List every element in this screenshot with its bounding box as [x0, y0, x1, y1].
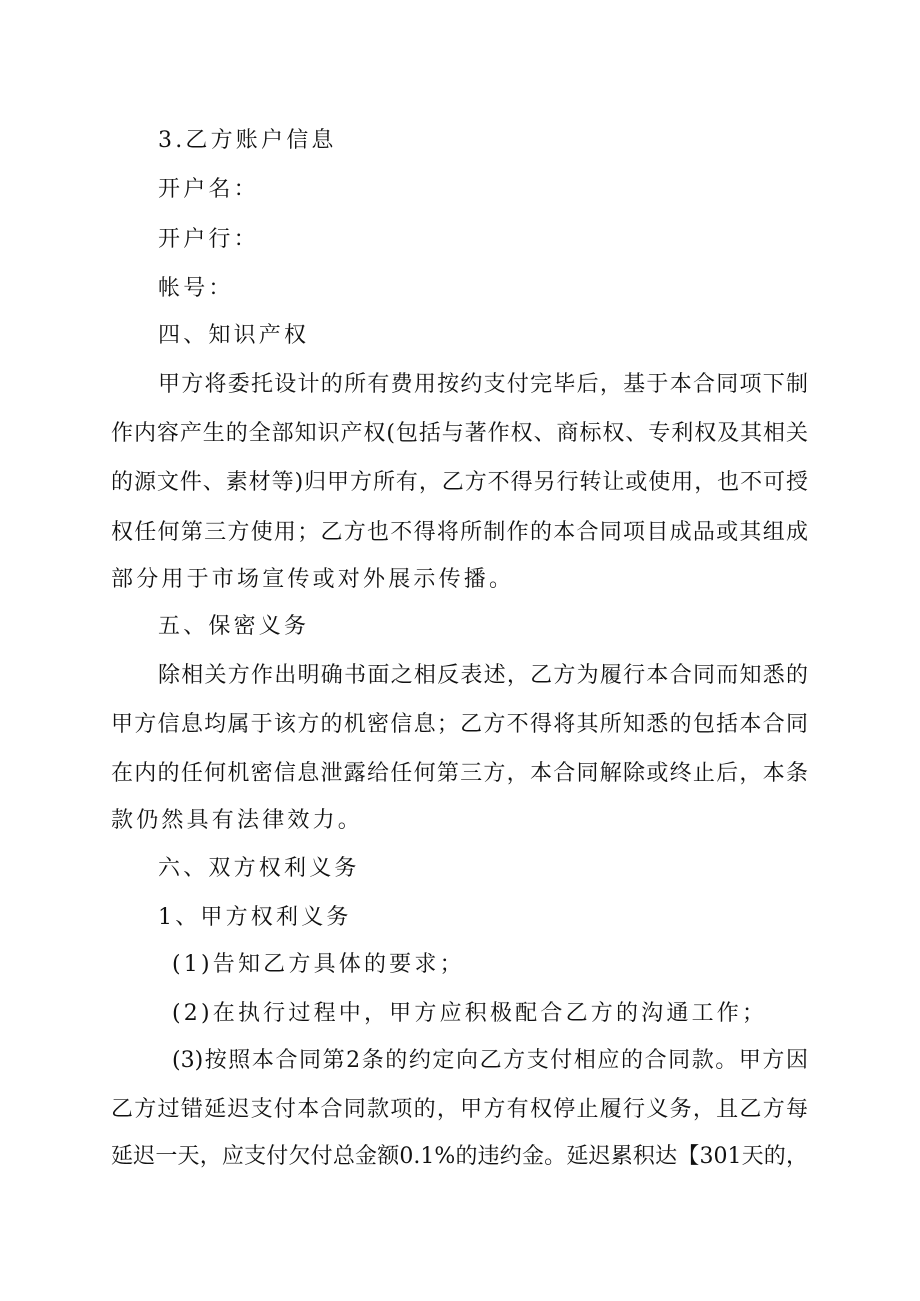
paragraph-line: 延迟一天，应支付欠付总金额0.1%的违约金。延迟累积达【301天的，	[111, 1144, 808, 1169]
paragraph-line: 甲方将委托设计的所有费用按约支付完毕后，基于本合同项下制	[158, 372, 808, 397]
paragraph-line: 部分用于市场宣传或对外展示传播。	[111, 567, 515, 592]
paragraph-line: 权任何第三方使用；乙方也不得将所制作的本合同项目成品或其组成	[111, 520, 808, 545]
account-name-field: 开户名：	[158, 177, 259, 202]
paragraph-line: 在内的任何机密信息泄露给任何第三方，本合同解除或终止后，本条	[111, 761, 808, 786]
list-item: (3)按照本合同第2条的约定向乙方支付相应的合同款。甲方因	[172, 1048, 808, 1073]
paragraph-line: 乙方过错延迟支付本合同款项的，甲方有权停止履行义务，且乙方每	[111, 1097, 808, 1122]
section-heading-confidentiality: 五、保密义务	[158, 614, 310, 639]
list-item: (1)告知乙方具体的要求；	[172, 952, 465, 977]
paragraph-line: 作内容产生的全部知识产权(包括与著作权、商标权、专利权及其相关	[111, 421, 808, 446]
paragraph-line: 除相关方作出明确书面之相反表述，乙方为履行本合同而知悉的	[158, 663, 808, 688]
paragraph-line: 的源文件、素材等)归甲方所有，乙方不得另行转让或使用，也不可授	[111, 470, 808, 495]
bank-name-field: 开户行：	[158, 227, 259, 252]
paragraph-line: 款仍然具有法律效力。	[111, 808, 364, 833]
account-number-field: 帐号：	[158, 276, 234, 301]
account-info-heading: 3.乙方账户信息	[158, 128, 337, 153]
paragraph-line: 甲方信息均属于该方的机密信息；乙方不得将其所知悉的包括本合同	[111, 712, 808, 737]
list-item: (2)在执行过程中，甲方应积极配合乙方的沟通工作；	[172, 1001, 768, 1026]
section-heading-rights: 六、双方权利义务	[158, 856, 360, 881]
subsection-heading: 1、甲方权利义务	[158, 905, 352, 930]
section-heading-ip: 四、知识产权	[158, 323, 310, 348]
